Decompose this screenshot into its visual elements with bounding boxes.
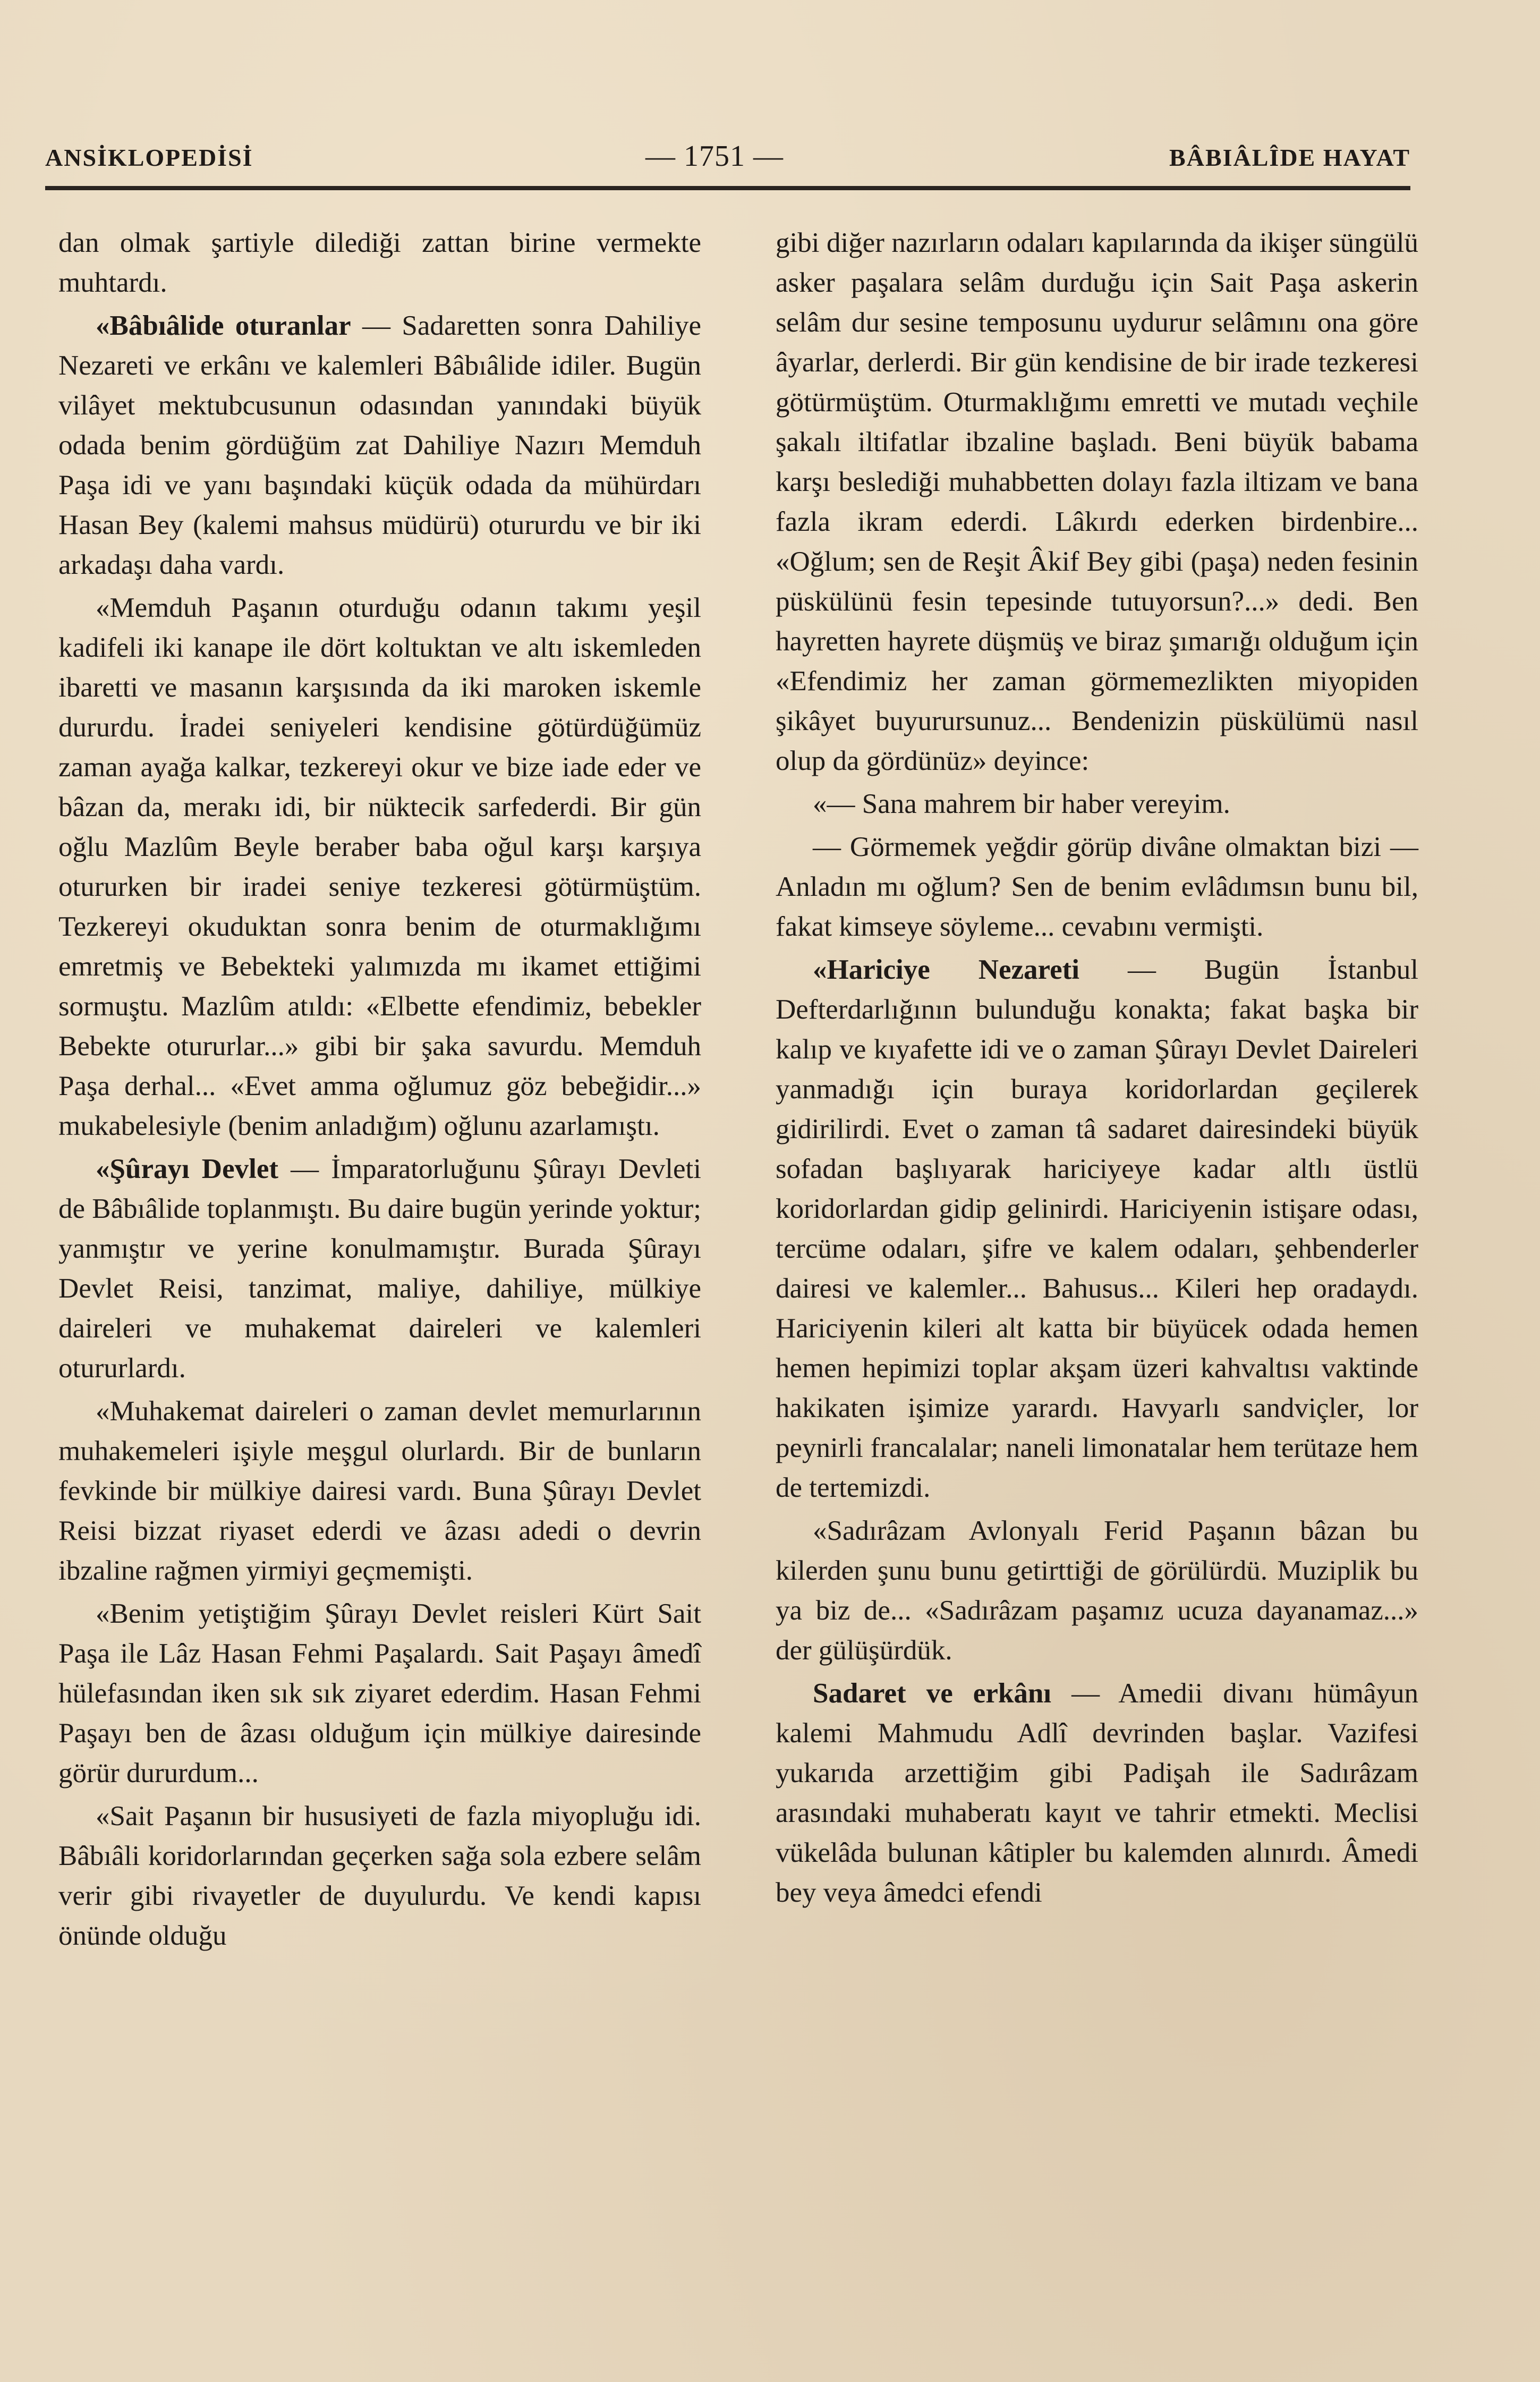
- section-heading: Sadaret ve erkânı: [813, 1678, 1052, 1709]
- paragraph: «Sait Paşanın bir hususiyeti de fazla miyopluğu idi. Bâbıâli koridorlarından geçerken sağa sola ezbere selâm verir gibi rivayetler de duyulurdu. Ve kendi kapısı önünde olduğu: [58, 1801, 701, 1951]
- paragraph: «Memduh Paşanın oturduğu odanın takımı yeşil kadifeli iki kanape ile dört koltuktan ve altı iskemleden ibaretti ve masanın karşısında da iki maroken iskemle dururdu. İradei seniyeleri kendisine götürdüğümüz zaman ayağa kalkar, tezkereyi okur ve bize iade eder ve bâzan da, merakı idi, bir nüktecik sarfederdi. Bir gün oğlu Mazlûm Beyle beraber baba oğul karşı karşıya otururken bir iradei seniye tezkeresi götürmüştüm. Tezkereyi okuduktan sonra benim de oturmaklığımı emretmiş ve Bebekteki yalımızda mı ikamet ettiğimi sormuştu. Mazlûm atıldı: «Elbette efendimiz, bebekler Bebekte otururlar...» gibi bir şaka savurdu. Memduh Paşa derhal... «Evet amma oğlumuz göz bebeğidir...» mukabelesiyle (benim anladığım) oğlunu azarlamıştı.: [58, 592, 701, 1141]
- right-column: [776, 223, 1418, 1916]
- header-left-title: ANSİKLOPEDİSİ: [45, 144, 253, 171]
- paragraph: «Sadırâzam Avlonyalı Ferid Paşanın bâzan bu kilerden şunu bunu getirttiği de görülürdü. Muziplik bu ya biz de... «Sadırâzam paşamız ucuza dayanamaz...» der gülüşürdük.: [776, 1515, 1418, 1666]
- page-number: — 1751 —: [645, 140, 784, 173]
- page-header: [45, 140, 1410, 191]
- section-heading: «Hariciye Nezareti: [813, 954, 1079, 985]
- section-heading: «Bâbıâlide oturanlar: [96, 310, 351, 341]
- left-column: [58, 223, 701, 1959]
- dialog-line: — Görmemek yeğdir görüp divâne olmaktan bizi — Anladın mı oğlum? Sen de benim evlâdımsın bunu bil, fakat kimseye söyleme... cevabını vermişti.: [776, 832, 1418, 942]
- paragraph: gibi diğer nazırların odaları kapılarında da ikişer süngülü asker paşalara selâm durduğu için Sait Paşa askerin selâm dur sesine temposunu uydurur selâmını ona göre âyarlar, derlerdi. Bir gün kendisine de bir irade tezkeresi götürmüştüm. Oturmaklığımı emretti ve mutadı veçhile şakalı iltifatlar ibzaline başladı. Beni büyük babama karşı beslediği muhabbetten dolayı fazla iltizam ve bana fazla ikram ederdi. Lâkırdı ederken birdenbire... «Oğlum; sen de Reşit Âkif Bey gibi (paşa) neden fesinin püskülünü fesin tepesinde tutuyorsun?...» dedi. Ben hayretten hayrete düşmüş ve biraz şımarığı olduğum için «Efendimiz her zaman görmemezlikten miyopiden şikâyet buyurursunuz... Bendenizin püskülümü nasıl olup da gördünüz» deyince:: [776, 227, 1418, 776]
- paragraph: «Bâbıâlide oturanlar — Sadaretten sonra Dahiliye Nezareti ve erkânı ve kalemleri Bâbıâlide idiler. Bugün vilâyet mektubcusunun odasından yanındaki büyük odada benim gördüğüm zat Dahiliye Nazırı Memduh Paşa idi ve yanı başındaki küçük odada da mühürdarı Hasan Bey (kalemi mahsus müdürü) otururdu ve bir iki arkadaşı daha vardı.: [58, 310, 701, 580]
- paragraph: «Hariciye Nezareti — Bugün İstanbul Defterdarlığının bulunduğu konakta; fakat başka bir kalıp ve kıyafette idi ve o zaman Şûrayı Devlet Daireleri yanmadığı için buraya koridorlardan geçilerek gidirilirdi. Evet o zaman tâ sadaret dairesindeki büyük sofadan başlıyarak hariciyeye kadar altlı üstlü koridorlardan gidip gelinirdi. Hariciyenin istişare odası, tercüme odaları, şifre ve kalem odaları, şehbenderler dairesi ve kalemler... Bahusus... Kileri hep oradaydı. Hariciyenin kileri alt katta bir büyücek odada hemen hemen hepimizi toplar akşam üzeri kahvaltısı vaktinde hakikaten işimize yarardı. Havyarlı sandviçler, lor peynirli francalalar; naneli limonatalar hem terütaze hem de tertemizdi.: [776, 954, 1418, 1503]
- paragraph: Sadaret ve erkânı — Amedii divanı hümâyun kalemi Mahmudu Adlî devrinden başlar. Vazifesi yukarıda arzettiğim gibi Padişah ile Sadırâzam arasındaki muhaberatı kayıt ve tahrir etmekti. Meclisi vükelâda bulunan kâtipler bu kalemden alınırdı. Âmedi bey veya âmedci efendi: [776, 1678, 1418, 1908]
- header-right-title: BÂBIÂLÎDE HAYAT: [1169, 144, 1410, 171]
- paragraph: dan olmak şartiyle dilediği zattan birine vermekte muhtardı.: [58, 227, 701, 298]
- paragraph: «Muhakemat daireleri o zaman devlet memurlarının muhakemeleri işiyle meşgul olurlardı. Bir de bunların fevkinde bir mülkiye dairesi vardı. Buna Şûrayı Devlet Reisi bizzat riyaset ederdi ve âzası adedi o devrin ibzaline rağmen yirmiyi geçmemişti.: [58, 1396, 701, 1586]
- section-heading: «Şûrayı Devlet: [96, 1154, 279, 1184]
- dialog-line: «— Sana mahrem bir haber vereyim.: [813, 789, 1230, 819]
- paragraph: «Şûrayı Devlet — İmparatorluğunu Şûrayı Devleti de Bâbıâlide toplanmıştı. Bu daire bugün yerinde yoktur; yanmıştır ve yerine konulmamıştır. Burada Şûrayı Devlet Reisi, tanzimat, maliye, dahiliye, mülkiye daireleri ve muhakemat daireleri ve kalemleri otururlardı.: [58, 1154, 701, 1384]
- header-rule: [45, 186, 1410, 190]
- paragraph: «Benim yetiştiğim Şûrayı Devlet reisleri Kürt Sait Paşa ile Lâz Hasan Fehmi Paşalardı. Sait Paşayı âmedî hülefasından iken sık sık ziyaret ederdim. Hasan Fehmi Paşayı ben de âzası olduğum için mülkiye dairesinde görür dururdum...: [58, 1598, 701, 1788]
